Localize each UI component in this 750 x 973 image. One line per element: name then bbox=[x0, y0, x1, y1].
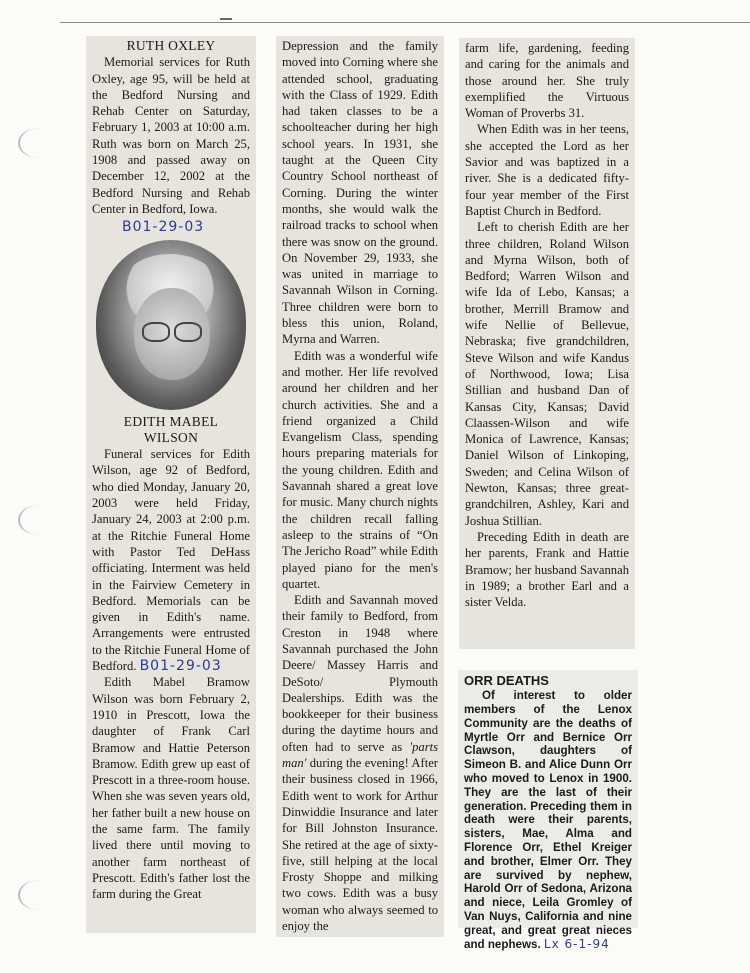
edith-funeral-paragraph: Funeral services for Edith Wilson, age 92 of Bedford, who died Monday, January 20, 2003 were held Friday, January 24, 2003 at 2:00 p.m. at the Ritchie Funeral Home with Pastor Ted DeHass officiating. Interment was held in the Fairview Cemetery in Bedford. Memorials can be given in Edith's name. Arrangements were entrusted to the Ritchie Funeral Home of Bedford. bbox=[92, 447, 250, 674]
binder-hole-bottom bbox=[18, 880, 60, 910]
col3-paragraph-1: farm life, gardening, feeding and caring for the animals and those around her. She truly exemplified the Virtuous Woman of Proverbs 31. bbox=[465, 41, 629, 121]
clipping-column-1 bbox=[86, 36, 256, 933]
ruth-oxley-text: Memorial services for Ruth Oxley, age 95, will be held at the Bedford Nursing and Rehab Center on Saturday, February 1, 2003 at 10:00 a.m. Ruth was born on March 25, 1908 and passed away on December 12, 2002 at the Bedford Nursing and Rehab Center in Bedford, Iowa. bbox=[92, 55, 250, 216]
obituary-ruth-oxley bbox=[86, 36, 256, 904]
page-top-rule bbox=[60, 22, 750, 23]
orr-deaths-text bbox=[464, 689, 632, 951]
heading-edith-1: EDITH MABEL bbox=[123, 413, 219, 429]
col3-paragraph-4: Preceding Edith in death are her parents, Frank and Hattie Bramow; her husband Savannah in 1989; a brother Earl and a sister Velda. bbox=[465, 529, 629, 610]
clipping-column-3 bbox=[459, 38, 635, 649]
portrait-photo bbox=[96, 240, 246, 410]
edith-biography-text: Edith Mabel Bramow Wilson was born February 2, 1910 in Prescott, Iowa the daughter of Frank Carl Bramow and Hattie Peterson Bramow. Edith grew up east of Prescott in a three-room house. When she was seven years old, her father built a new house on the same farm. The family lived there until moving to another farm northeast of Prescott. Edith's father lost the farm during the Great bbox=[92, 675, 250, 902]
col2-p3-text-b: during the evening! After their business closed in 1966, Edith went to work for Arthur Dinwiddie Insurance and later for Bill Johnston Insurance. She retired at the age of sixty-five, still helping at the local Frosty Shoppe and milking two cows. Edith was a busy woman who always seemed to enjoy the bbox=[282, 756, 438, 934]
col3-paragraph-3: Left to cherish Edith are her three children, Roland Wilson and Myrna Wilson, both of Bedford; Warren Wilson and wife Ida of Lebo, Kansas; a brother, Merrill Bramow and wife Nellie of Bellevue, Nebraska; five grandchildren, Steve Wilson and wife Kandus of Northwood, Iowa; Lisa Stillian and husband Dan of Kansas City, Kansas; David Claassen-Wilson and wife Monica of Lawrence, Kansas; Daniel Wilson of Linkoping, Sweden; and Celina Wilson of Newton, Kansas; three great-grandchilren, Ashley, Kari and Joshua Stillian. bbox=[465, 220, 629, 528]
photo-glasses-left bbox=[142, 322, 170, 342]
edith-funeral-text bbox=[92, 446, 250, 674]
obituary-continued-3 bbox=[459, 38, 635, 612]
handwritten-date-2: B01-29-03 bbox=[139, 658, 222, 675]
orr-deaths-article bbox=[458, 670, 638, 954]
clipping-orr-deaths bbox=[458, 670, 638, 951]
photo-glasses-right bbox=[174, 322, 202, 342]
clipping-column-2 bbox=[276, 36, 444, 937]
col2-paragraph-1: Depression and the family moved into Corning where she attended school, graduating with the Class of 1929. Edith had taken classes to be a schoolteacher during her high school years. In 1931, she taught at the Queen City Country School northeast of Corning. During the winter months, she would walk the railroad tracks to school when there was snow on the ground. On November 29, 1933, she was united in marriage to Savannah Wilson in Corning. Three children were born to bless this union, Roland, Myrna and Warren. bbox=[282, 39, 438, 347]
col2-paragraph-2: Edith was a wonderful wife and mother. Her life revolved around her children and her church activities. She and a friend organized a Child Evangelism Class, spending hours preparing materials for the young children. Edith and Savannah shared a great love for music. Many church nights the children recall falling asleep to the strains of “On The Jericho Road” while Edith played piano for the men's quartet. bbox=[282, 348, 438, 591]
handwritten-date-1: B01-29-03 bbox=[122, 219, 205, 236]
heading-ruth-oxley: RUTH OXLEY bbox=[126, 38, 216, 53]
col2-paragraph-3 bbox=[282, 592, 438, 934]
orr-deaths-paragraph: Of interest to older members of the Lenox Community are the deaths of Myrtle Orr and Bernice Orr Clawson, daughters of Simeon B. and Alice Dunn Orr who moved to Lenox in 1900. They are the last of their generation. Preceding them in death were their parents, sisters, Mae, Alma and Florence Orr, Ethel Kreiger and brother, Elmer Orr. They are survived by nephew, Harold Orr of Sedona, Arizona and niece, Leila Gromley of Van Nuys, California and nine great, and great great nieces and nephews. bbox=[464, 689, 632, 951]
handwritten-date-orr: Lx 6-1-94 bbox=[543, 936, 610, 951]
page-top-mark bbox=[220, 18, 232, 26]
obituary-continued-2 bbox=[276, 36, 444, 936]
orr-deaths-body bbox=[464, 689, 632, 951]
heading-orr-deaths: ORR DEATHS bbox=[464, 673, 549, 688]
binder-hole-top bbox=[18, 128, 60, 158]
col2-p3-italic: 'parts man' bbox=[282, 739, 438, 771]
col3-paragraph-2: When Edith was in her teens, she accepted the Lord as her Savior and was baptized in a river. She is a dedicated fifty-four year member of the First Baptist Church in Bedford. bbox=[465, 122, 629, 218]
heading-edith-2: WILSON bbox=[143, 429, 199, 445]
col2-p3-text-a: Edith and Savannah moved their family to Bedford, from Creston in 1948 where Savannah purchased the John Deere/ Massey Harris and DeSoto/ Plymouth Dealerships. Edith was the bookkeeper for their business during the daytime hours and often had to serve as bbox=[282, 593, 438, 754]
binder-hole-middle bbox=[18, 505, 60, 535]
